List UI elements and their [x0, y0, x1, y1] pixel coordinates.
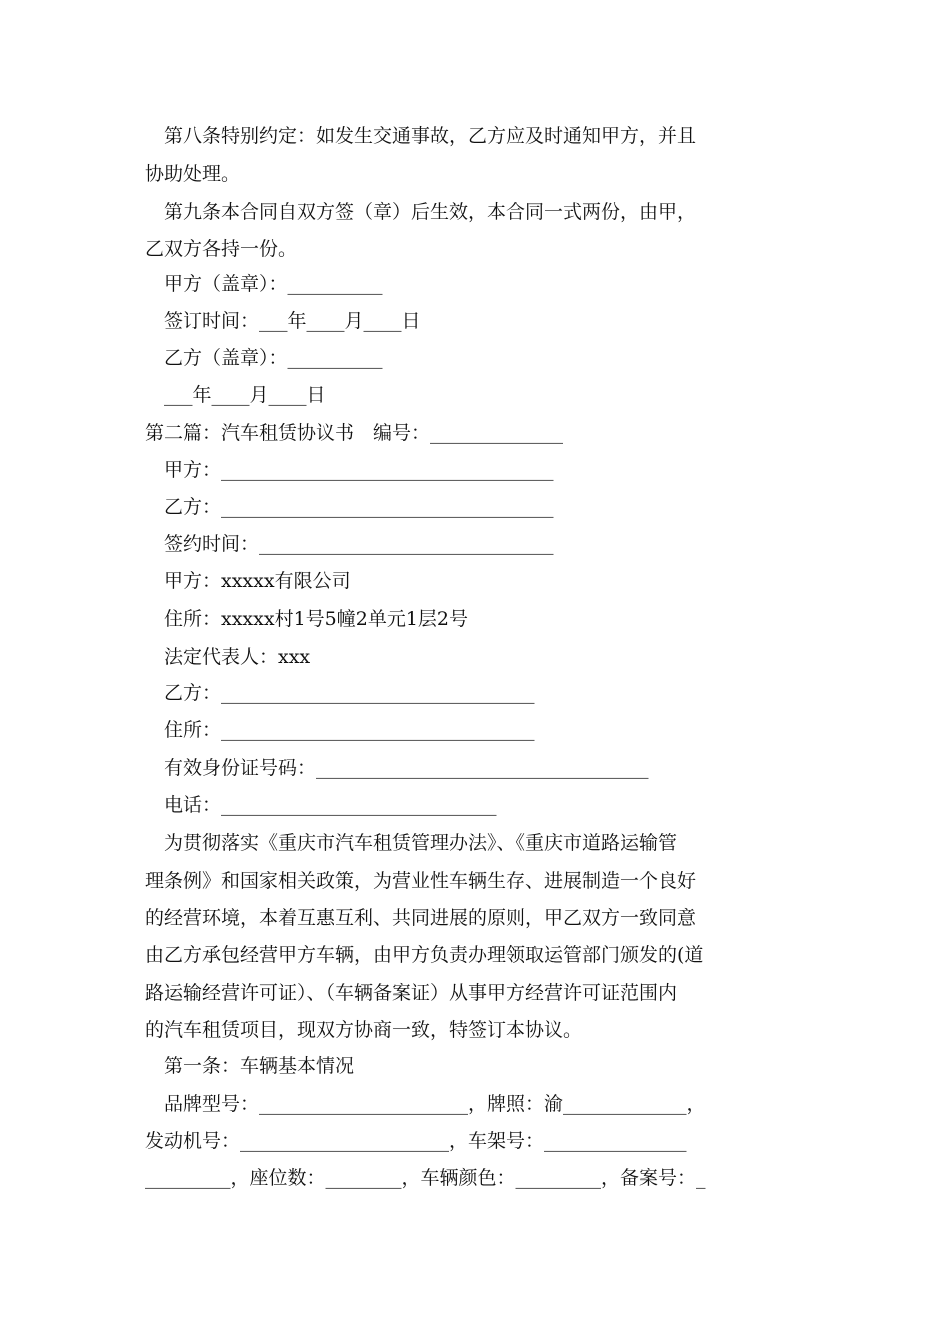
sign-date-line: 签订时间：___年____月____日 [164, 310, 421, 332]
party-b-seal-line: 乙方（盖章）：__________ [164, 347, 383, 369]
vehicle-seats-line: _________，座位数：________，车辆颜色：_________，备案号：_ [145, 1167, 706, 1189]
preamble-line-6: 的汽车租赁项目，现双方协商一致，特签订本协议。 [145, 1019, 583, 1041]
party-b-blank: 乙方：___________________________________ [164, 496, 554, 518]
date-line: ___年____月____日 [164, 384, 326, 406]
clause-9-line-2: 乙双方各持一份。 [145, 238, 298, 260]
vehicle-brand-line: 品牌型号：______________________，牌照：渝_____________， [164, 1093, 706, 1115]
legal-representative: 法定代表人：xxx [164, 646, 311, 668]
section-title: 第二篇：汽车租赁协议书 编号：______________ [145, 422, 564, 444]
vehicle-engine-line: 发动机号：______________________，车架号：_______________ [145, 1130, 687, 1152]
preamble-line-1: 为贯彻落实《重庆市汽车租赁管理办法》、《重庆市道路运输管 [164, 832, 678, 854]
preamble-line-2: 理条例》和国家相关政策，为营业性车辆生存、进展制造一个良好 [145, 870, 697, 892]
clause-9-line-1: 第九条本合同自双方签（章）后生效，本合同一式两份，由甲， [164, 201, 697, 223]
party-a-address: 住所：xxxxx村1号5幢2单元1层2号 [164, 608, 469, 630]
id-number-blank: 有效身份证号码：___________________________________ [164, 757, 649, 779]
party-b-address-blank: 住所：_________________________________ [164, 719, 535, 741]
clause-8-line-2: 协助处理。 [145, 163, 241, 185]
preamble-line-5: 路运输经营许可证）、（车辆备案证）从事甲方经营许可证范围内 [145, 982, 678, 1004]
article-1-heading: 第一条：车辆基本情况 [164, 1055, 355, 1077]
party-a-seal-line: 甲方（盖章）：__________ [164, 273, 383, 295]
phone-blank: 电话：_____________________________ [164, 794, 497, 816]
preamble-line-4: 由乙方承包经营甲方车辆，由甲方负责办理领取运管部门颁发的(道 [145, 944, 704, 966]
clause-8-line-1: 第八条特别约定：如发生交通事故，乙方应及时通知甲方，并且 [164, 125, 697, 147]
party-a-name: 甲方：xxxxx有限公司 [164, 570, 351, 592]
party-a-blank: 甲方：___________________________________ [164, 459, 554, 481]
party-b-name-blank: 乙方：_________________________________ [164, 682, 535, 704]
signing-time-blank: 签约时间：_______________________________ [164, 533, 554, 555]
preamble-line-3: 的经营环境，本着互惠互利、共同进展的原则，甲乙双方一致同意 [145, 907, 697, 929]
